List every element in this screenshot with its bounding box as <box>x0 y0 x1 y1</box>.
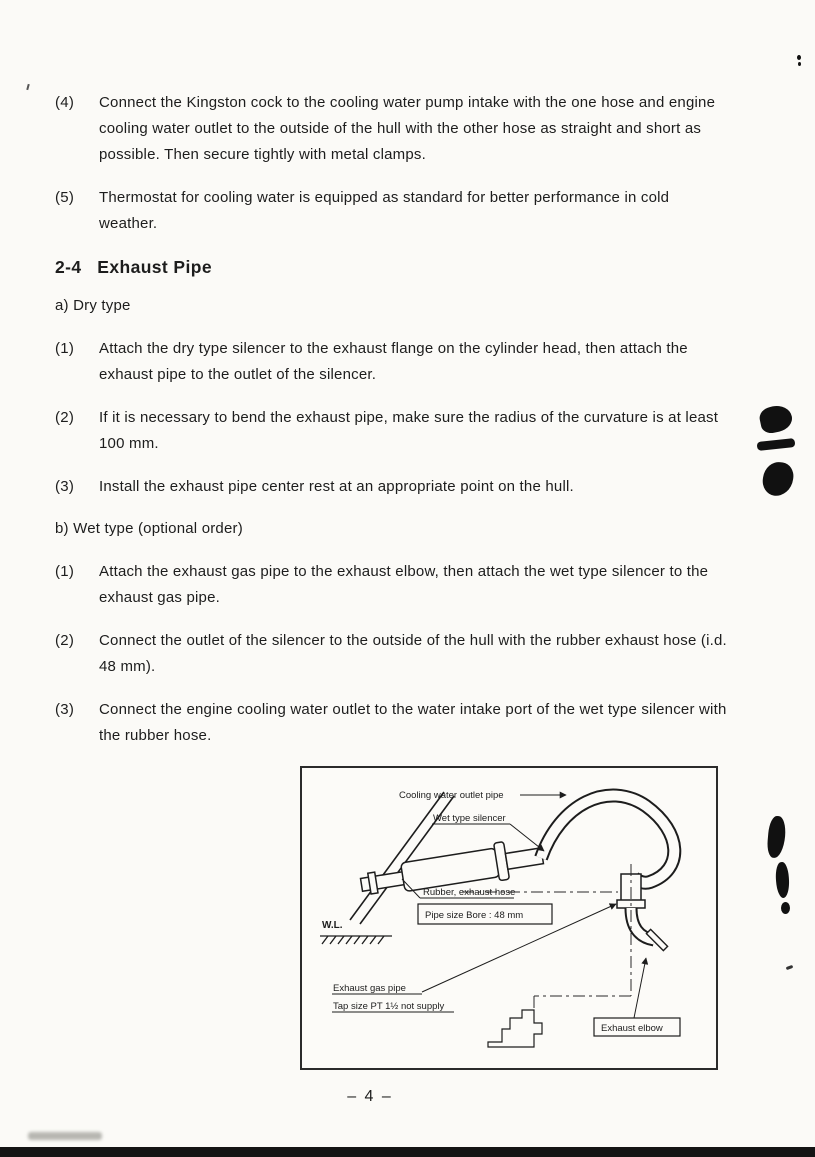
item-number: (4) <box>55 94 75 111</box>
label-water-line: W.L. <box>322 920 343 931</box>
scan-artifact <box>758 403 795 435</box>
list-item <box>55 474 727 500</box>
label-tap-size: Tap size PT 1½ not supply <box>333 1001 445 1012</box>
label-exhaust-gas-pipe: Exhaust gas pipe <box>333 983 406 994</box>
scan-artifact <box>781 902 790 914</box>
item-text: Connect the engine cooling water outlet to the water intake port of the wet type silencer with the rubber hose. <box>99 701 727 744</box>
list-item <box>55 185 727 237</box>
bracket-outline <box>488 1010 542 1047</box>
scan-artifact <box>798 62 801 66</box>
subsection-label-wet: b) Wet type (optional order) <box>55 520 243 537</box>
label-cooling-water-outlet-pipe: Cooling water outlet pipe <box>399 790 504 801</box>
item-number: (3) <box>55 478 75 495</box>
label-pipe-size: Pipe size Bore : 48 mm <box>425 910 524 921</box>
item-number: (3) <box>55 701 75 718</box>
scan-artifact <box>761 460 795 498</box>
scan-artifact <box>26 84 29 90</box>
scan-artifact <box>28 1132 102 1140</box>
item-text: Attach the dry type silencer to the exhaust flange on the cylinder head, then attach the exhaust pipe to the outlet of the silencer. <box>99 340 688 383</box>
scan-artifact <box>766 815 787 858</box>
item-text: Thermostat for cooling water is equipped as standard for better performance in cold weather. <box>99 189 670 232</box>
list-item <box>55 405 727 457</box>
list-item <box>55 336 727 388</box>
scan-artifact <box>757 438 796 451</box>
cooling-water-hose <box>541 795 674 882</box>
list-item <box>55 90 727 168</box>
item-number: (2) <box>55 409 75 426</box>
scan-artifact <box>786 965 794 970</box>
waterline-hatch <box>320 936 392 944</box>
list-item <box>55 559 727 611</box>
item-text: Connect the Kingston cock to the cooling water pump intake with the one hose and engine cooling water outlet to the outside of the hull with the other hose as straight and short as possible. Then secure tightly with metal clamps. <box>99 94 716 163</box>
list-item <box>55 697 727 749</box>
label-rubber-exhaust-hose: Rubber, exhaust hose <box>423 887 516 898</box>
page-number: – 4 – <box>347 1088 393 1105</box>
item-text: If it is necessary to bend the exhaust pipe, make sure the radius of the curvature is at least 100 mm. <box>99 409 719 452</box>
scan-edge-bar <box>0 1147 815 1157</box>
item-number: (1) <box>55 340 75 357</box>
scan-artifact <box>797 55 801 60</box>
subsection-label-dry: a) Dry type <box>55 297 131 314</box>
list-item <box>55 628 727 680</box>
item-number: (2) <box>55 632 75 649</box>
item-text: Connect the outlet of the silencer to the outside of the hull with the rubber exhaust hose (i.d. 48 mm). <box>99 632 727 675</box>
item-text: Attach the exhaust gas pipe to the exhaust elbow, then attach the wet type silencer to the exhaust gas pipe. <box>99 563 709 606</box>
item-number: (1) <box>55 563 75 580</box>
item-text: Install the exhaust pipe center rest at an appropriate point on the hull. <box>99 478 574 495</box>
label-wet-type-silencer: Wet type silencer <box>433 813 506 824</box>
section-heading: 2-4 Exhaust Pipe <box>55 257 212 277</box>
scan-artifact <box>775 862 790 899</box>
item-number: (5) <box>55 189 75 206</box>
wet-silencer-diagram <box>302 768 716 1068</box>
figure-diagram <box>300 766 718 1070</box>
label-exhaust-elbow: Exhaust elbow <box>601 1023 663 1034</box>
